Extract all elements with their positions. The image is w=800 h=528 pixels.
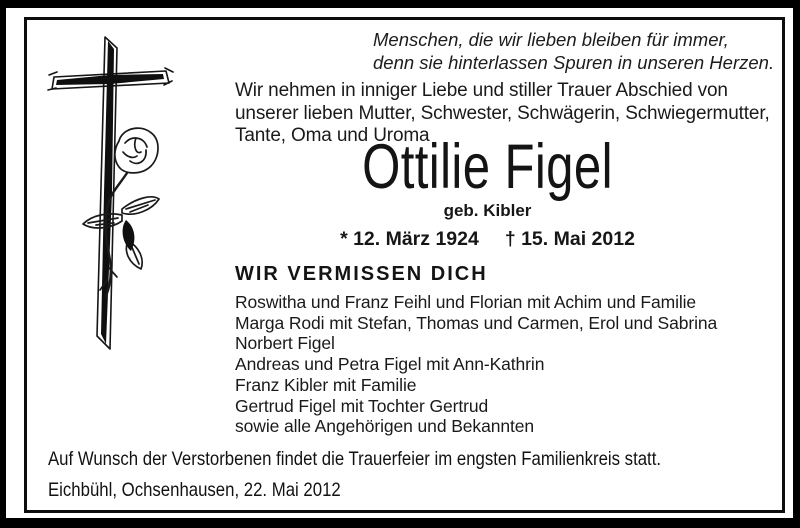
deceased-name: Ottilie Figel	[362, 132, 613, 202]
intro-line: Wir nehmen in inniger Liebe und stiller Trauer Abschied von	[235, 80, 728, 101]
mourner-line: Norbert Figel	[235, 333, 335, 354]
intro-line: unserer lieben Mutter, Schwester, Schwägerin, Schwiegermutter,	[235, 102, 770, 124]
missing-headline: WIR VERMISSEN DICH	[235, 263, 488, 285]
intro-line: Tante, Oma und Uroma	[235, 125, 430, 146]
mourner-line: Franz Kibler mit Familie	[235, 374, 417, 395]
death-date: † 15. Mai 2012	[504, 228, 635, 250]
birth-date: * 12. März 1924	[340, 228, 479, 250]
funeral-note-row	[48, 448, 761, 471]
mourner-line: Gertrud Figel mit Tochter Gertrud	[235, 395, 489, 416]
memorial-quote	[373, 28, 774, 74]
maiden-name: geb. Kibler	[443, 201, 532, 220]
mourner-line: Roswitha und Franz Feihl und Florian mit Achim und Familie	[235, 292, 697, 312]
notice-card	[24, 17, 785, 513]
mourner-line: Marga Rodi mit Stefan, Thomas und Carmen, Erol und Sabrina	[235, 312, 718, 333]
cross-with-rose-icon	[40, 28, 220, 358]
life-dates	[235, 228, 740, 251]
mourner-line: sowie alle Angehörigen und Bekannten	[235, 416, 534, 437]
mourner-line: Andreas und Petra Figel mit Ann-Kathrin	[235, 354, 545, 375]
place-date-row	[48, 479, 388, 502]
funeral-note: Auf Wunsch der Verstorbenen findet die Trauerfeier im engsten Familienkreis statt.	[48, 448, 662, 470]
mourners-list	[235, 292, 717, 437]
quote-line: Menschen, die wir lieben bleiben für immer,	[373, 29, 729, 50]
paper	[6, 8, 793, 518]
place-date: Eichbühl, Ochsenhausen, 22. Mai 2012	[48, 479, 341, 501]
quote-line: denn sie hinterlassen Spuren in unseren Herzen.	[373, 52, 775, 73]
